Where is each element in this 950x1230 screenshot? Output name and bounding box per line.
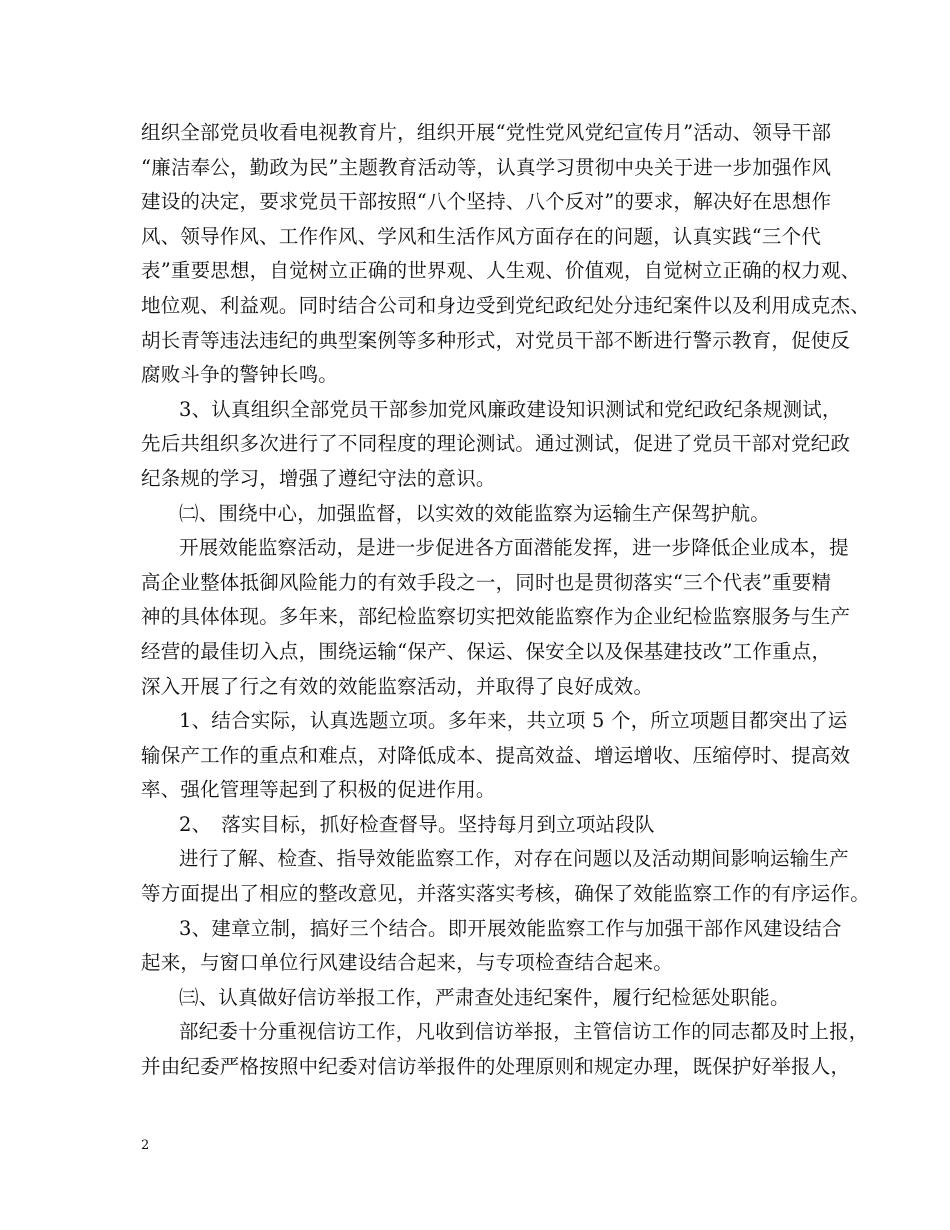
text-line: 深入开展了行之有效的效能监察活动，并取得了良好成效。 [141,674,654,698]
text-line: 胡长青等违法违纪的典型案例等多种形式，对党员干部不断进行警示教育，促使反 [141,328,851,352]
text-line: 先后共组织多次进行了不同程度的理论测试。通过测试，促进了党员干部对党纪政 [141,432,851,456]
text-line: 高企业整体抵御风险能力的有效手段之一，同时也是贯彻落实“三个代表”重要精 [141,570,832,594]
text-line: 建设的决定，要求党员干部按照“八个坚持、八个反对”的要求，解决好在思想作 [141,190,832,214]
text-line: 1、结合实际，认真选题立项。多年来，共立项 5 个，所立项题目都突出了运 [179,709,848,733]
text-line: 进行了解、检查、指导效能监察工作，对存在问题以及活动期间影响运输生产 [179,847,849,871]
text-line: 经营的最佳切入点，围绕运输“保产、保运、保安全以及保基建技改”工作重点， [141,639,832,663]
text-line: 神的具体体现。多年来，部纪检监察切实把效能监察作为企业纪检监察服务与生产 [141,605,851,629]
text-line: 3、认真组织全部党员干部参加党风廉政建设知识测试和党纪政纪条规测试， [179,397,842,421]
text-line: 3、建章立制，搞好三个结合。即开展效能监察工作与加强干部作风建设结合 [179,916,842,940]
text-line: 地位观、利益观。同时结合公司和身边受到党纪政纪处分违纪案件以及利用成克杰、 [141,293,870,317]
section-heading: ㈡、围绕中心，加强监督，以实效的效能监察为运输生产保驾护航。 [179,501,771,525]
text-line: 开展效能监察活动，是进一步促进各方面潜能发挥，进一步降低企业成本，提 [179,536,849,560]
text-line: 部纪委十分重视信访工作，凡收到信访举报，主管信访工作的同志都及时上报， [179,1020,869,1044]
section-heading: ㈢、认真做好信访举报工作，严肃查处违纪案件，履行纪检惩处职能。 [179,985,790,1009]
text-line: “廉洁奉公，勤政为民”主题教育活动等，认真学习贯彻中央关于进一步加强作风 [141,155,832,179]
text-line: 2、 落实目标，抓好检查督导。坚持每月到立项站段队 [179,812,655,836]
text-line: 纪条规的学习，增强了遵纪守法的意识。 [141,466,496,490]
body-text [141,116,870,1085]
text-line: 并由纪委严格按照中纪委对信访举报件的处理原则和规定办理，既保护好举报人， [141,1055,851,1079]
text-line: 等方面提出了相应的整改意见，并落实落实考核，确保了效能监察工作的有序运作。 [141,882,870,906]
text-line: 率、强化管理等起到了积极的促进作用。 [141,778,496,802]
text-line: 输保产工作的重点和难点，对降低成本、提高效益、增运增收、压缩停时、提高效 [141,743,851,767]
page-number: 2 [141,1138,150,1153]
text-line: 腐败斗争的警钟长鸣。 [141,363,339,387]
text-line: 起来，与窗口单位行风建设结合起来，与专项检查结合起来。 [141,951,673,975]
text-line: 组织全部党员收看电视教育片，组织开展“党性党风党纪宣传月”活动、领导干部 [141,121,832,144]
text-line: 表”重要思想，自觉树立正确的世界观、人生观、价值观，自觉树立正确的权力观、 [141,259,861,283]
text-line: 风、领导作风、工作作风、学风和生活作风方面存在的问题，认真实践“三个代 [141,224,821,248]
